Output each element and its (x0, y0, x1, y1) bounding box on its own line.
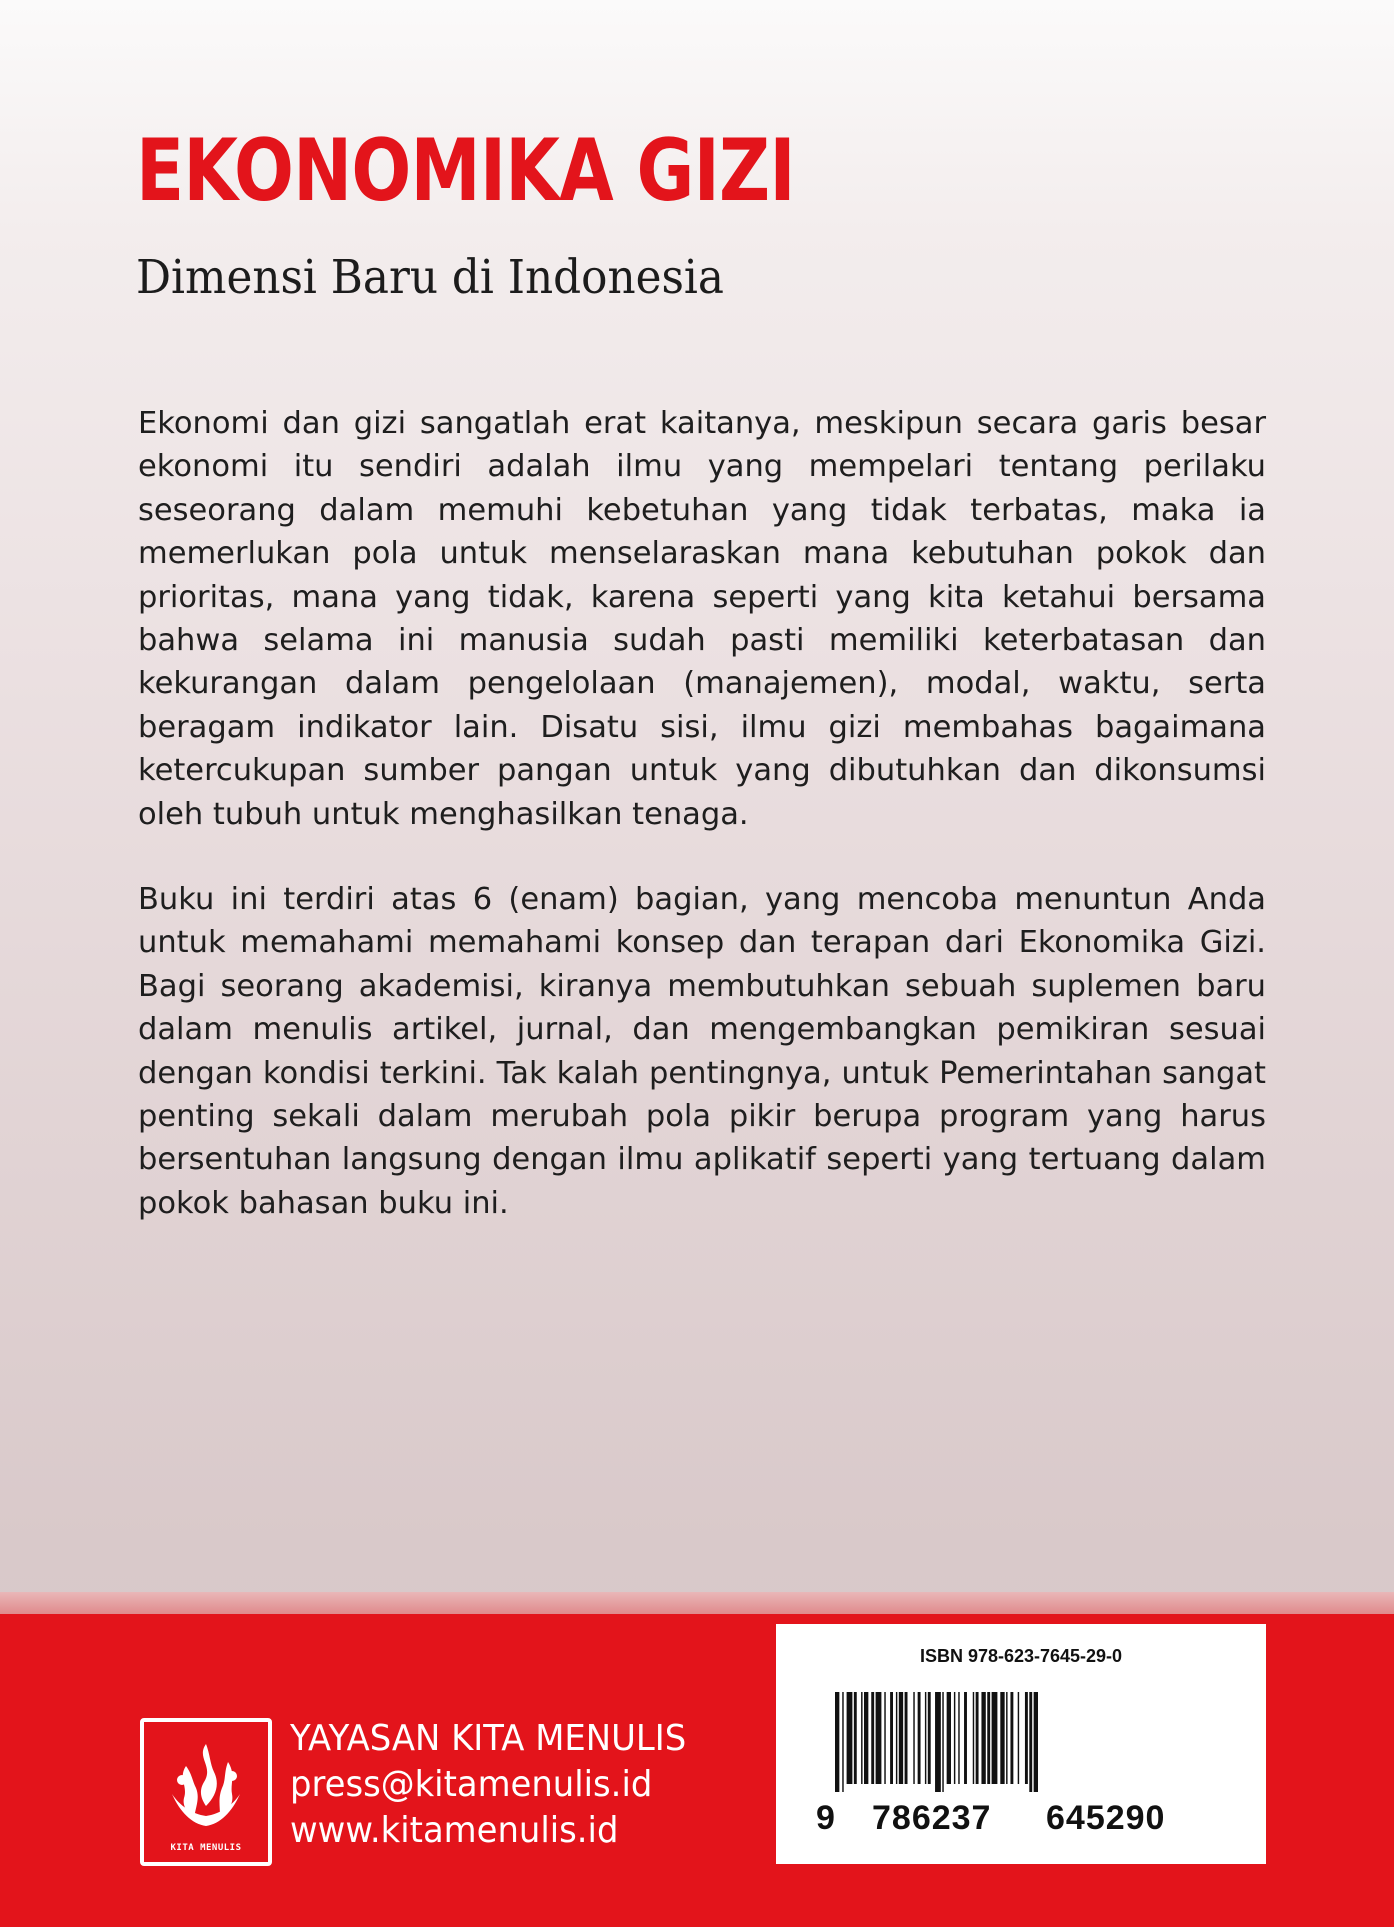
barcode-digits-left: 786237 (872, 1799, 992, 1837)
kita-menulis-logo-icon (158, 1736, 254, 1832)
publisher-info (290, 1716, 711, 1854)
barcode-icon (835, 1692, 1207, 1792)
publisher-name: YAYASAN KITA MENULIS (290, 1718, 687, 1759)
barcode-digits-right: 645290 (1046, 1799, 1166, 1837)
publisher-email[interactable]: press@kitamenulis.id (290, 1764, 653, 1805)
logo-caption: KITA MENULIS (170, 1843, 242, 1853)
isbn-barcode-box (776, 1624, 1266, 1864)
publisher-website[interactable]: www.kitamenulis.id (290, 1810, 619, 1851)
publisher-logo (140, 1718, 272, 1866)
book-subtitle: Dimensi Baru di Indonesia (136, 250, 724, 305)
footer-divider-band (0, 1592, 1394, 1614)
isbn-label: ISBN 978-623-7645-29-0 (919, 1646, 1123, 1666)
blurb-paragraph-1: Ekonomi dan gizi sangatlah erat kaitanya, meskipun secara garis besar ekonomi itu sendiri adalah ilmu yang mempelari tentang perilaku seseorang dalam memuhi kebetuhan yang tidak terbatas, maka ia memerlukan pola untuk menselaraskan mana kebutuhan pokok dan prioritas, mana yang tidak, karena seperti yang kita ketahui bersama bahwa selama ini manusia sudah pasti memiliki keterbatasan dan kekurangan dalam pengelolaan (manajemen), modal, waktu, serta beragam indikator lain. Disatu sisi, ilmu gizi membahas bagaimana ketercukupan sumber pangan untuk yang dibutuhkan dan dikonsumsi oleh tubuh untuk menghasilkan tenaga. (138, 406, 1266, 832)
book-title: EKONOMIKA GIZI (136, 121, 795, 221)
barcode-digit-first: 9 (816, 1799, 835, 1837)
barcode-digits (816, 1796, 1236, 1840)
blurb-paragraph-2: Buku ini terdiri atas 6 (enam) bagian, yang mencoba menuntun Anda untuk memahami memahami konsep dan terapan dari Ekonomika Gizi. Bagi seorang akademisi, kiranya membutuhkan sebuah suplemen baru dalam menulis artikel, jurnal, dan mengembangkan pemikiran sesuai dengan kondisi terkini. Tak kalah pentingnya, untuk Pemerintahan sangat penting sekali dalam merubah pola pikir berupa program yang harus bersentuhan langsung dengan ilmu aplikatif seperti yang tertuang dalam pokok bahasan buku ini. (138, 882, 1266, 1221)
